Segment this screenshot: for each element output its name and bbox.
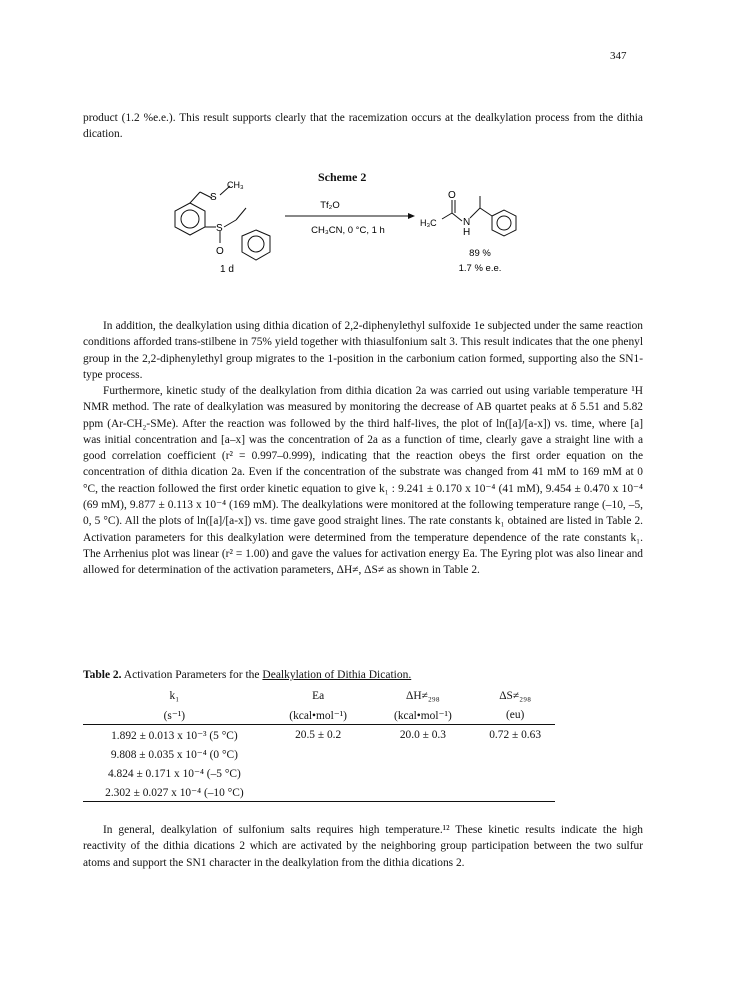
header-ea: Ea [312, 689, 325, 702]
table-units-row [83, 705, 555, 725]
sulfoxide-oxygen-atom: O [216, 246, 224, 257]
product-structure [442, 196, 516, 236]
reagent-top: Tf₂O [320, 200, 340, 211]
table-caption-underlined: Dealkylation of Dithia Dication. [262, 669, 412, 681]
cell-ds [475, 782, 555, 802]
cell-ea [266, 763, 371, 782]
unit-k1: (s⁻¹) [83, 705, 266, 725]
product-ee: 1.7 % e.e. [458, 263, 502, 274]
benzene-ring-left [175, 203, 205, 235]
header-dh: ΔH≠₂₉₈ [406, 689, 440, 702]
table-header-row [83, 686, 555, 705]
table-caption [83, 669, 411, 681]
cell-ea [266, 744, 371, 763]
header-ds: ΔS≠₂₉₈ [499, 689, 532, 702]
paragraph-stilbene: In addition, the dealkylation using dithia dication of 2,2-diphenylethyl sulfoxide 1e subjected under the same reaction conditions afforded trans-stilbene in 75% yield together with thiasulfonium salt 3. This result indicates that the one phenyl group in the 2,2-diphenylethyl group migrates to the 1-position in the carbonium cation formed, supporting also the SN1-type process. [83, 320, 643, 381]
cell-ds: 0.72 ± 0.63 [489, 728, 542, 741]
benzene-ring-right [242, 230, 270, 260]
cell-dh [371, 744, 476, 763]
unit-ds: (eu) [475, 705, 555, 725]
cell-k1: 9.808 ± 0.035 x 10⁻⁴ (0 °C) [110, 748, 238, 761]
table-caption-text: Activation Parameters for the [121, 669, 263, 681]
cell-ds [475, 763, 555, 782]
table-caption-label: Table 2. [83, 669, 122, 681]
aromatic-circle-right [248, 236, 264, 252]
unit-dh: (kcal•mol⁻¹) [371, 705, 476, 725]
carbonyl-oxygen-atom: O [448, 190, 456, 201]
table-row [83, 763, 555, 782]
cell-dh: 20.0 ± 0.3 [399, 728, 446, 741]
scheme-2-reaction [150, 178, 570, 278]
page-number: 347 [610, 50, 627, 62]
paragraph-conclusion: In general, dealkylation of sulfonium salts requires high temperature.¹² These kinetic results indicate the high reactivity of the dithia dications 2 which are activated by the neighboring group participation between the two sulfur atoms and support the SN1 character in the dealkylation from the dithia dications 2. [83, 824, 643, 869]
nitrogen-atom: N [463, 217, 471, 228]
activation-parameters-table [83, 686, 555, 802]
cell-k1: 1.892 ± 0.013 x 10⁻³ (5 °C) [111, 729, 238, 742]
sulfoxide-sulfur-atom: S [216, 223, 223, 234]
paragraph-intro: product (1.2 %e.e.). This result supports clearly that the racemization occurs at the dealkylation process from the dithia dication. [83, 112, 643, 141]
benzene-ring-product [492, 210, 516, 236]
product-yield: 89 % [469, 248, 491, 259]
cell-dh [371, 763, 476, 782]
cell-ds [475, 744, 555, 763]
methyl-top-label: CH₃ [227, 180, 244, 190]
reactant-label: 1 d [220, 264, 234, 275]
scheme-title: Scheme 2 [318, 170, 367, 184]
unit-ea: (kcal•mol⁻¹) [266, 705, 371, 725]
hydrogen-atom: H [463, 227, 471, 238]
cell-ea [266, 782, 371, 802]
sulfur-top-atom: S [210, 192, 217, 203]
table-row [83, 782, 555, 802]
cell-k1: 4.824 ± 0.171 x 10⁻⁴ (–5 °C) [107, 767, 241, 780]
header-k1: k₁ [169, 689, 180, 702]
cell-dh [371, 782, 476, 802]
product-methyl-label: H₃C [420, 218, 437, 228]
reagent-bottom: CH₃CN, 0 °C, 1 h [311, 225, 385, 236]
cell-k1: 2.302 ± 0.027 x 10⁻⁴ (–10 °C) [83, 782, 266, 802]
table-row [83, 725, 555, 745]
paragraph-kinetics: Furthermore, kinetic study of the dealkylation from dithia dication 2a was carried out using variable temperature ¹H NMR method. The rate of dealkylation was measured by monitoring the decrease of AB quartet peaks at δ 5.51 and 5.82 ppm (Ar-CH₂-SMe). After the reaction was followed by the third half-lives, the plot of ln([a]/[a-x]) vs. time, where [a] was initial concentration and [a–x] was the concentration of 2a as a function of time, clearly gave a straight line with a good correlation coefficient (r² = 0.997–0.999), indicating that the reaction obeys the first order equation on the concentration of dithia dication 2a. Even if the concentration of the substrate was changed from 41 mM to 169 mM at 0 °C, the reaction followed the first order kinetic equation to give k₁ : 9.241 ± 0.170 x 10⁻⁴ (41 mM), 9.454 ± 0.470 x 10⁻⁴ (69 mM), 9.877 ± 0.113 x 10⁻⁴ (169 mM). The dealkylations were monitored at the following temperature range (–10, –5, 0, 5 °C). All the plots of ln([a]/[a-x]) vs. time gave good straight lines. The rate constants k₁ obtained are listed in Table 2. Activation parameters for this dealkylation were determined from the temperature dependence of the rate constants k₁. The Arrhenius plot was linear (r² = 1.00) and gave the values for activation energy Ea. The Eyring plot was also linear and allowed for determination of the activation parameters, ΔH≠, ΔS≠ as shown in Table 2. [83, 385, 643, 577]
table-row [83, 744, 555, 763]
cell-ea: 20.5 ± 0.2 [295, 728, 342, 741]
arrow-head-icon [408, 213, 415, 219]
aromatic-circle-left [181, 210, 199, 228]
